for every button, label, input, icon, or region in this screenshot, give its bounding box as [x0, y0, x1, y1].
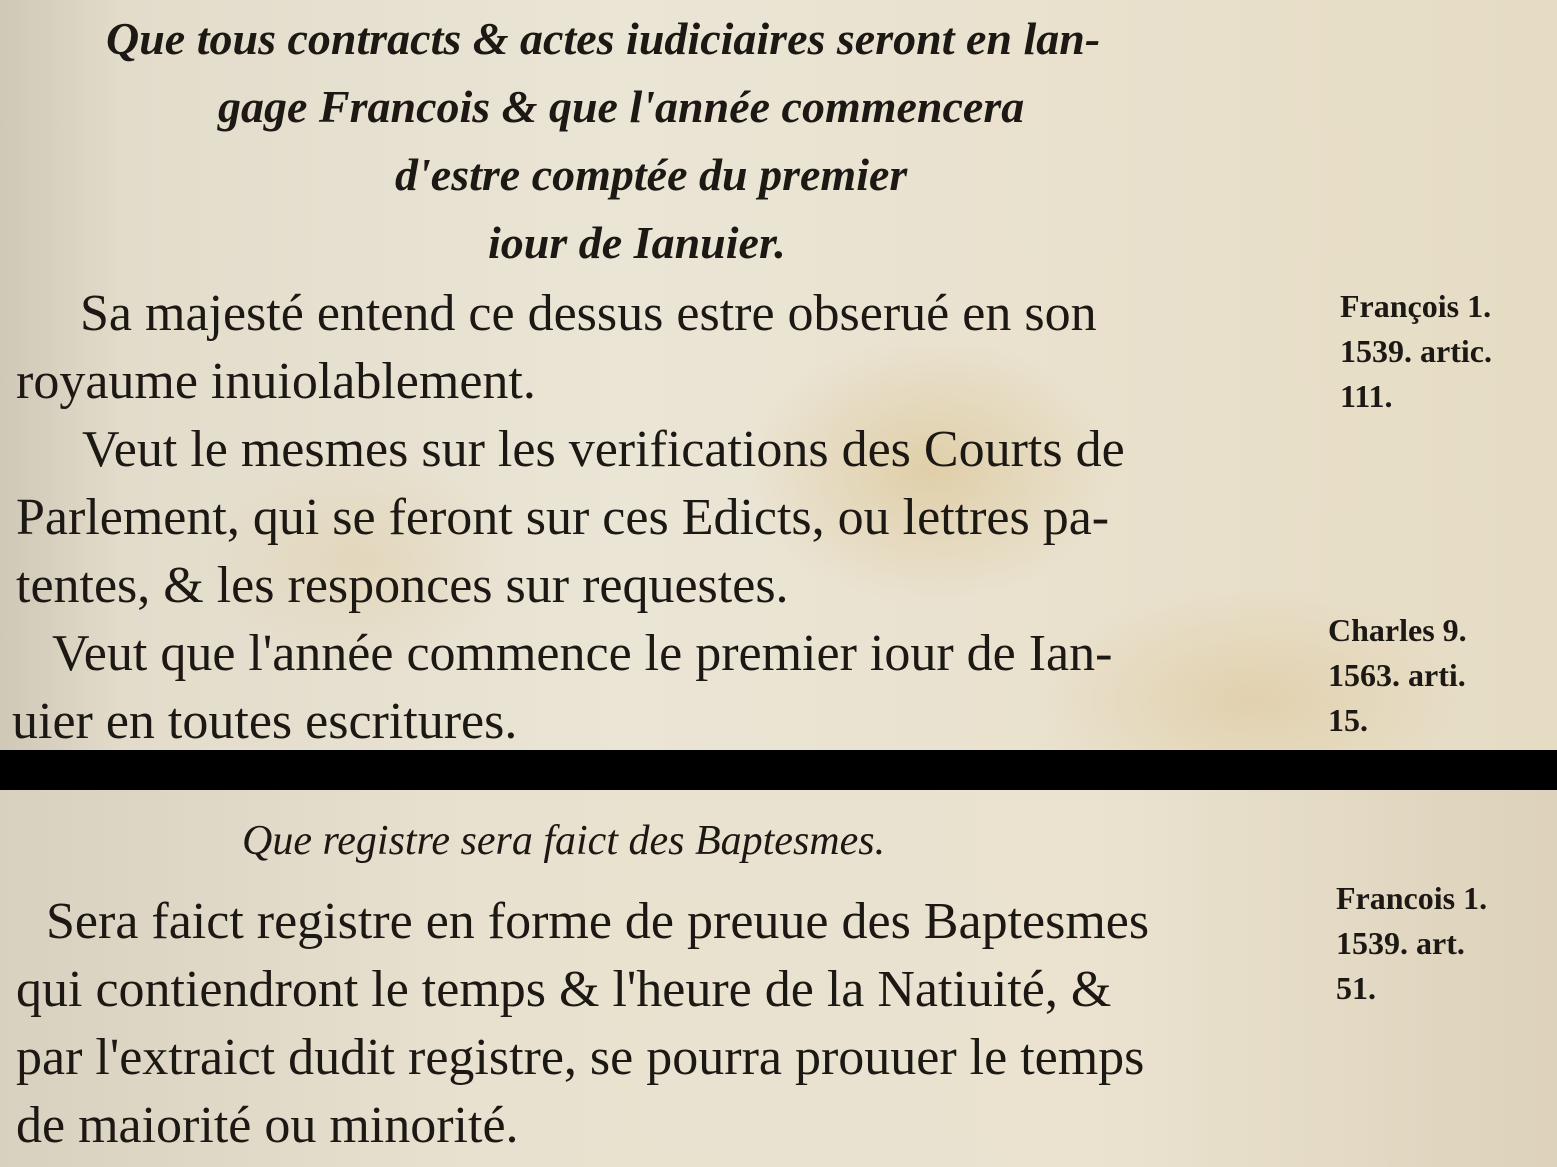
paragraph-line: Veut le mesmes sur les verifications des Courts de: [82, 421, 1125, 478]
paragraph-line: uier en toutes escritures.: [12, 693, 518, 750]
margin-note-line: 51.: [1336, 970, 1376, 1006]
divider-band: [0, 750, 1557, 790]
margin-note-line: 15.: [1328, 702, 1368, 738]
margin-note-line: 1539. art.: [1336, 925, 1465, 961]
margin-note-line: 111.: [1340, 378, 1393, 414]
paragraph-line: Sa majesté entend ce dessus estre obserué en son: [80, 285, 1097, 342]
paragraph-line: de maiorité ou minorité.: [16, 1097, 519, 1154]
paragraph-line: qui contiendront le temps & l'heure de la Natiuité, &: [16, 961, 1112, 1018]
heading-line: iour de Ianuier.: [488, 217, 786, 268]
heading-line: d'estre comptée du premier: [395, 149, 908, 200]
bottom-page-excerpt: [0, 790, 1557, 1167]
margin-note-line: 1563. arti.: [1328, 657, 1466, 693]
heading-line: Que tous contracts & actes iudiciaires seront en lan-: [106, 13, 1101, 64]
heading-line: gage Francois & que l'année commencera: [218, 81, 1025, 132]
margin-note-line: Francois 1.: [1336, 880, 1488, 916]
paragraph-line: Veut que l'année commence le premier iour de Ian-: [52, 625, 1113, 682]
paragraph-line: tentes, & les responces sur requestes.: [16, 557, 789, 614]
paragraph-line: Sera faict registre en forme de preuue des Baptesmes: [46, 893, 1150, 950]
section-heading: Que registre sera faict des Baptesmes.: [242, 818, 886, 864]
paragraph-line: royaume inuiolablement.: [16, 353, 536, 410]
margin-note-line: François 1.: [1340, 288, 1492, 324]
paragraph-line: Parlement, qui se feront sur ces Edicts, ou lettres pa-: [16, 489, 1110, 546]
margin-note-line: Charles 9.: [1328, 612, 1467, 648]
paragraph-line: par l'extraict dudit registre, se pourra prouuer le temps: [16, 1029, 1145, 1086]
margin-note-line: 1539. artic.: [1340, 333, 1492, 369]
